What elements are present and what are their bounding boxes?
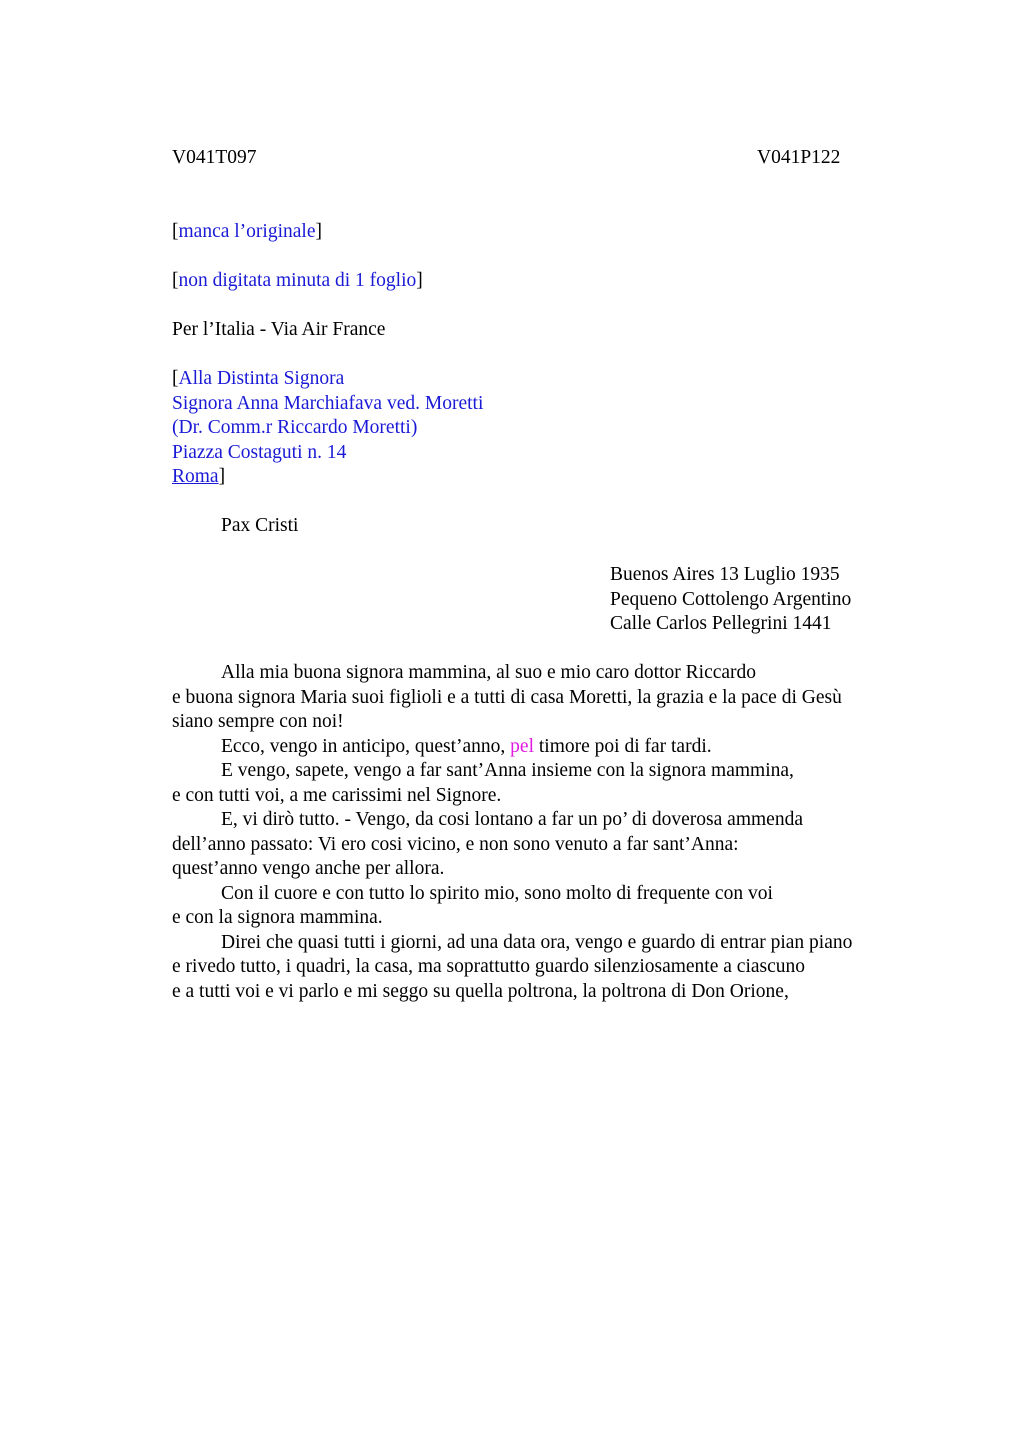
note-missing-original: [manca l’originale]: [172, 221, 322, 242]
dateline-date: Buenos Aires 13 Luglio 1935: [610, 564, 840, 585]
document-code-left: V041T097: [172, 147, 257, 168]
address-city: Roma: [172, 466, 219, 487]
dateline: [610, 563, 851, 637]
body-line: e con tutti voi, a me carissimi nel Signore.: [172, 784, 502, 806]
note-draft-text: non digitata minuta di 1 foglio: [178, 270, 417, 291]
document-code-right: V041P122: [757, 147, 841, 168]
address-line-3: (Dr. Comm.r Riccardo Moretti): [172, 417, 418, 438]
body-line: dell’anno passato: Vi ero cosi vicino, e non sono venuto a far sant’Anna:: [172, 833, 739, 855]
address-line-4: Piazza Costaguti n. 14: [172, 441, 347, 463]
address-line-2: Signora Anna Marchiafava ved. Moretti: [172, 392, 484, 414]
body-line: Direi che quasi tutti i giorni, ad una data ora, vengo e guardo di entrar pian piano: [221, 931, 853, 953]
dateline-institution: Pequeno Cottolengo Argentino: [610, 588, 852, 610]
note-draft: [non digitata minuta di 1 foglio]: [172, 270, 423, 291]
body-line: quest’anno vengo anche per allora.: [172, 858, 445, 879]
body-line: e rivedo tutto, i quadri, la casa, ma soprattutto guardo silenziosamente a ciascuno: [172, 956, 806, 977]
body-line: Alla mia buona signora mammina, al suo e mio caro dottor Riccardo: [221, 662, 757, 683]
body-line: E, vi dirò tutto. - Vengo, da cosi lontano a far un po’ di doverosa ammenda: [221, 809, 803, 830]
body-line: e buona signora Maria suoi figlioli e a tutti di casa Moretti, la grazia e la pace di Gesù: [172, 686, 842, 708]
address-line-1: Alla Distinta Signora: [178, 368, 345, 389]
address-block: [Alla Distinta Signora Signora Anna Marchiafava ved. Moretti (Dr. Comm.r Riccardo Moretti) Piazza Costaguti n. 14 Roma]: [172, 368, 484, 487]
dateline-street: Calle Carlos Pellegrini 1441: [610, 613, 832, 634]
body-line: siano sempre con noi!: [172, 711, 344, 732]
body-line: [172, 735, 852, 760]
body-text: timore poi di far tardi.: [534, 735, 712, 757]
body-line: e a tutti voi e vi parlo e mi seggo su quella poltrona, la poltrona di Don Orione,: [172, 980, 789, 1002]
body-line: E vengo, sapete, vengo a far sant’Anna insieme con la signora mammina,: [221, 760, 794, 781]
body-line: Con il cuore e con tutto lo spirito mio, sono molto di frequente con voi: [221, 882, 773, 904]
letter-body: [172, 661, 852, 1004]
routing-line: Per l’Italia - Via Air France: [172, 319, 386, 340]
note-missing-original-text: manca l’originale: [178, 221, 316, 242]
body-text: Ecco, vengo in anticipo, quest’anno,: [221, 735, 511, 757]
body-line: e con la signora mammina.: [172, 907, 383, 928]
highlighted-word: pel: [510, 735, 534, 757]
greeting: Pax Cristi: [221, 515, 299, 536]
